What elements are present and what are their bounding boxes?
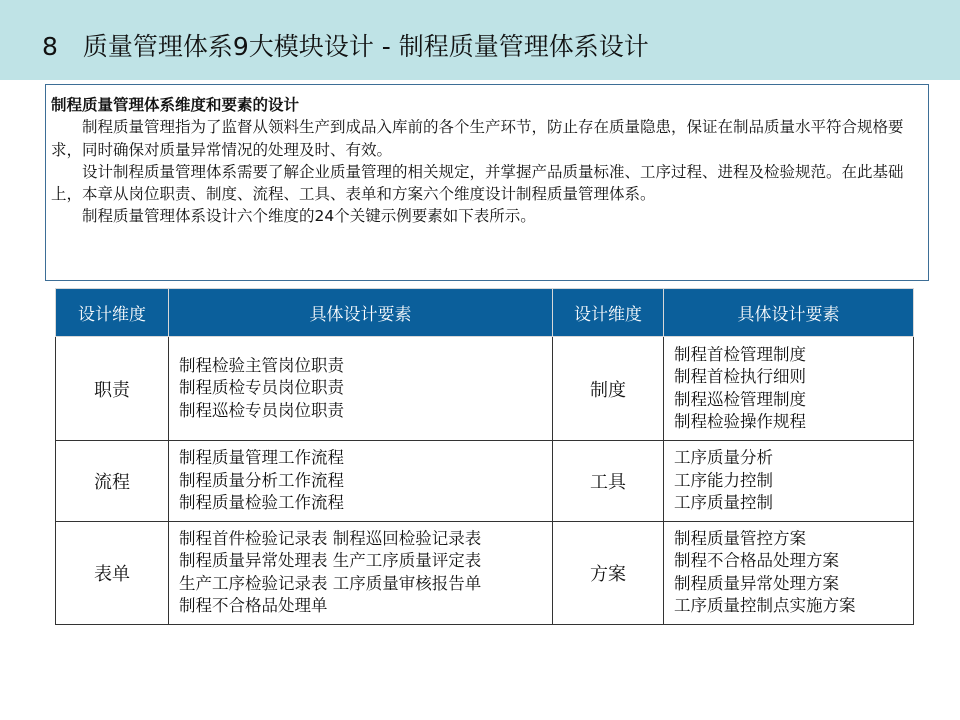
element-item: 制程巡检专员岗位职责 [179, 400, 344, 420]
table-header-row [56, 289, 914, 337]
element-item: 工序能力控制 [674, 470, 773, 490]
elements-cell [664, 337, 914, 441]
elements-cell [664, 521, 914, 624]
header-design-elements: 具体设计要素 [664, 289, 914, 337]
header-design-dimension: 设计维度 [56, 289, 169, 337]
table-row [56, 441, 914, 521]
dimension-cell: 表单 [56, 521, 169, 624]
element-item: 制程首检管理制度 [674, 344, 806, 364]
elements-cell [664, 441, 914, 521]
elements-cell [169, 441, 553, 521]
element-item: 制程质量管理工作流程 [179, 448, 344, 468]
table-row [56, 521, 914, 624]
element-item: 生产工序检验记录表 工序质量审核报告单 [179, 573, 482, 593]
element-item: 制程质检专员岗位职责 [179, 378, 344, 398]
element-item: 制程质量管控方案 [674, 528, 806, 548]
dimension-cell: 方案 [553, 521, 664, 624]
element-item: 制程首检执行细则 [674, 367, 806, 387]
element-item: 制程质量异常处理方案 [674, 573, 839, 593]
dimension-cell: 流程 [56, 441, 169, 521]
element-item: 制程检验主管岗位职责 [179, 355, 344, 375]
slide-title: 8 质量管理体系9大模块设计 - 制程质量管理体系设计 [42, 32, 649, 61]
dimension-cell: 制度 [553, 337, 664, 441]
intro-paragraph: 制程质量管理指为了监督从领料生产到成品入库前的各个生产环节，防止存在质量隐患，保证在制品质量水平符合规格要求，同时确保对质量异常情况的处理及时、有效。 [51, 118, 904, 159]
element-item: 制程不合格品处理单 [179, 596, 328, 616]
intro-text-box [45, 84, 929, 281]
design-elements-table [55, 288, 914, 625]
header-design-elements: 具体设计要素 [169, 289, 553, 337]
intro-paragraph: 制程质量管理体系设计六个维度的24个关键示例要素如下表所示。 [82, 207, 536, 226]
element-item: 制程巡检管理制度 [674, 389, 806, 409]
element-item: 制程质量检验工作流程 [179, 493, 344, 513]
intro-heading: 制程质量管理体系维度和要素的设计 [51, 96, 300, 114]
element-item: 工序质量控制 [674, 493, 773, 513]
element-item: 工序质量分析 [674, 448, 773, 468]
element-item: 制程首件检验记录表 制程巡回检验记录表 [179, 528, 482, 548]
element-item: 制程质量异常处理表 生产工序质量评定表 [179, 551, 482, 571]
title-bar [0, 0, 960, 80]
element-item: 制程质量分析工作流程 [179, 470, 344, 490]
table-row [56, 337, 914, 441]
header-design-dimension: 设计维度 [553, 289, 664, 337]
element-item: 工序质量控制点实施方案 [674, 596, 856, 616]
elements-cell [169, 337, 553, 441]
dimension-cell: 工具 [553, 441, 664, 521]
elements-cell [169, 521, 553, 624]
element-item: 制程检验操作规程 [674, 412, 806, 432]
intro-paragraph: 设计制程质量管理体系需要了解企业质量管理的相关规定，并掌握产品质量标准、工序过程、进程及检验规范。在此基础上，本章从岗位职责、制度、流程、工具、表单和方案六个维度设计制程质量管理体系。 [51, 162, 904, 204]
element-item: 制程不合格品处理方案 [674, 551, 839, 571]
dimension-cell: 职责 [56, 337, 169, 441]
